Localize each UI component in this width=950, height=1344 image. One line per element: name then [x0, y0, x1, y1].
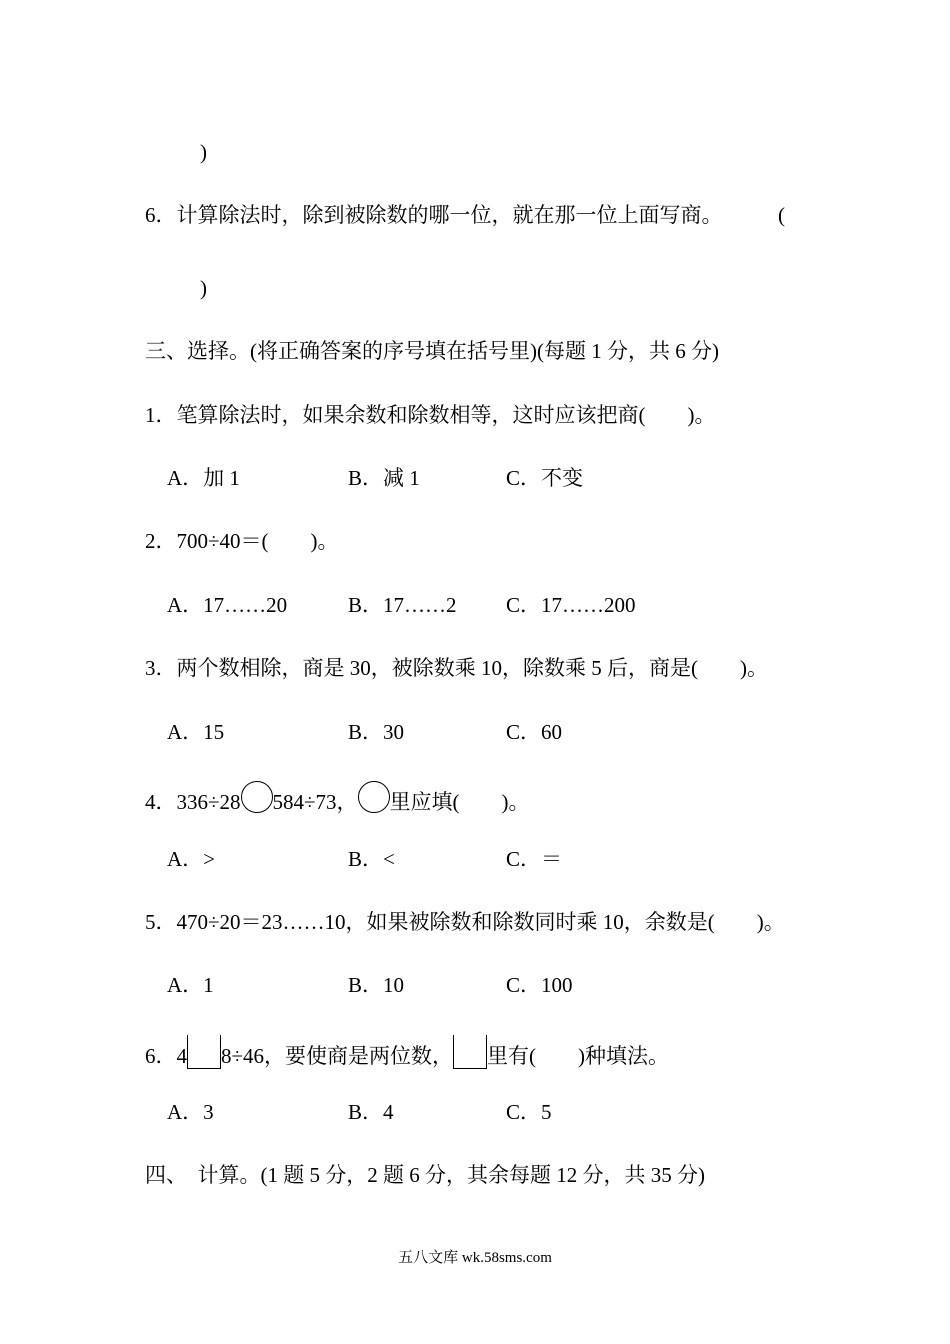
option-c: C．＝	[506, 847, 563, 871]
option-c: C．60	[506, 720, 563, 744]
blank-circle-icon	[358, 781, 390, 813]
question-part: 584÷73，	[272, 790, 358, 814]
blank-circle-icon	[241, 781, 273, 813]
option-b: B．10	[348, 973, 405, 997]
option-b: B．4	[348, 1100, 394, 1124]
option-c: C．不变	[506, 466, 584, 490]
question-text: 2．700÷40＝( )。	[145, 529, 339, 553]
option-b: B．<	[348, 847, 395, 871]
option-a: A．3	[167, 1100, 214, 1124]
option-b: B．减 1	[348, 466, 420, 490]
question-part: 4．336÷28	[145, 790, 241, 814]
question-text: 6．计算除法时，除到被除数的哪一位，就在那一位上面写商。	[145, 203, 723, 227]
option-a: A．加 1	[167, 466, 240, 490]
answer-paren-open: (	[778, 203, 785, 227]
question-text: 3．两个数相除，商是 30，被除数乘 10，除数乘 5 后，商是( )。	[145, 656, 768, 680]
question-part: 6．4	[145, 1044, 187, 1068]
blank-box-icon	[187, 1035, 221, 1069]
option-a: A．17……20	[167, 593, 288, 617]
question-text: 1．笔算除法时，如果余数和除数相等，这时应该把商( )。	[145, 403, 716, 427]
blank-box-icon	[453, 1035, 487, 1069]
answer-paren-close: )	[200, 140, 207, 164]
section-title: 三、选择。(将正确答案的序号填在括号里)(每题 1 分，共 6 分)	[145, 339, 719, 363]
option-b: B．17……2	[348, 593, 457, 617]
option-a: A．15	[167, 720, 225, 744]
question-part: 里有( )种填法。	[487, 1044, 670, 1068]
question-text	[145, 781, 530, 816]
option-a: A．1	[167, 973, 214, 997]
option-c: C．100	[506, 973, 573, 997]
option-c: C．5	[506, 1100, 552, 1124]
answer-paren-close: )	[200, 276, 207, 300]
option-a: A．>	[167, 847, 216, 871]
question-part: 8÷46，要使商是两位数，	[221, 1044, 454, 1068]
question-part: 里应填( )。	[389, 790, 530, 814]
section-title: 四、 计算。(1 题 5 分，2 题 6 分，其余每题 12 分，共 35 分)	[145, 1163, 705, 1187]
question-text	[145, 1035, 669, 1070]
question-text: 5．470÷20＝23……10，如果被除数和除数同时乘 10，余数是( )。	[145, 910, 785, 934]
option-b: B．30	[348, 720, 405, 744]
page-footer: 五八文库 wk.58sms.com	[398, 1250, 552, 1266]
option-c: C．17……200	[506, 593, 636, 617]
